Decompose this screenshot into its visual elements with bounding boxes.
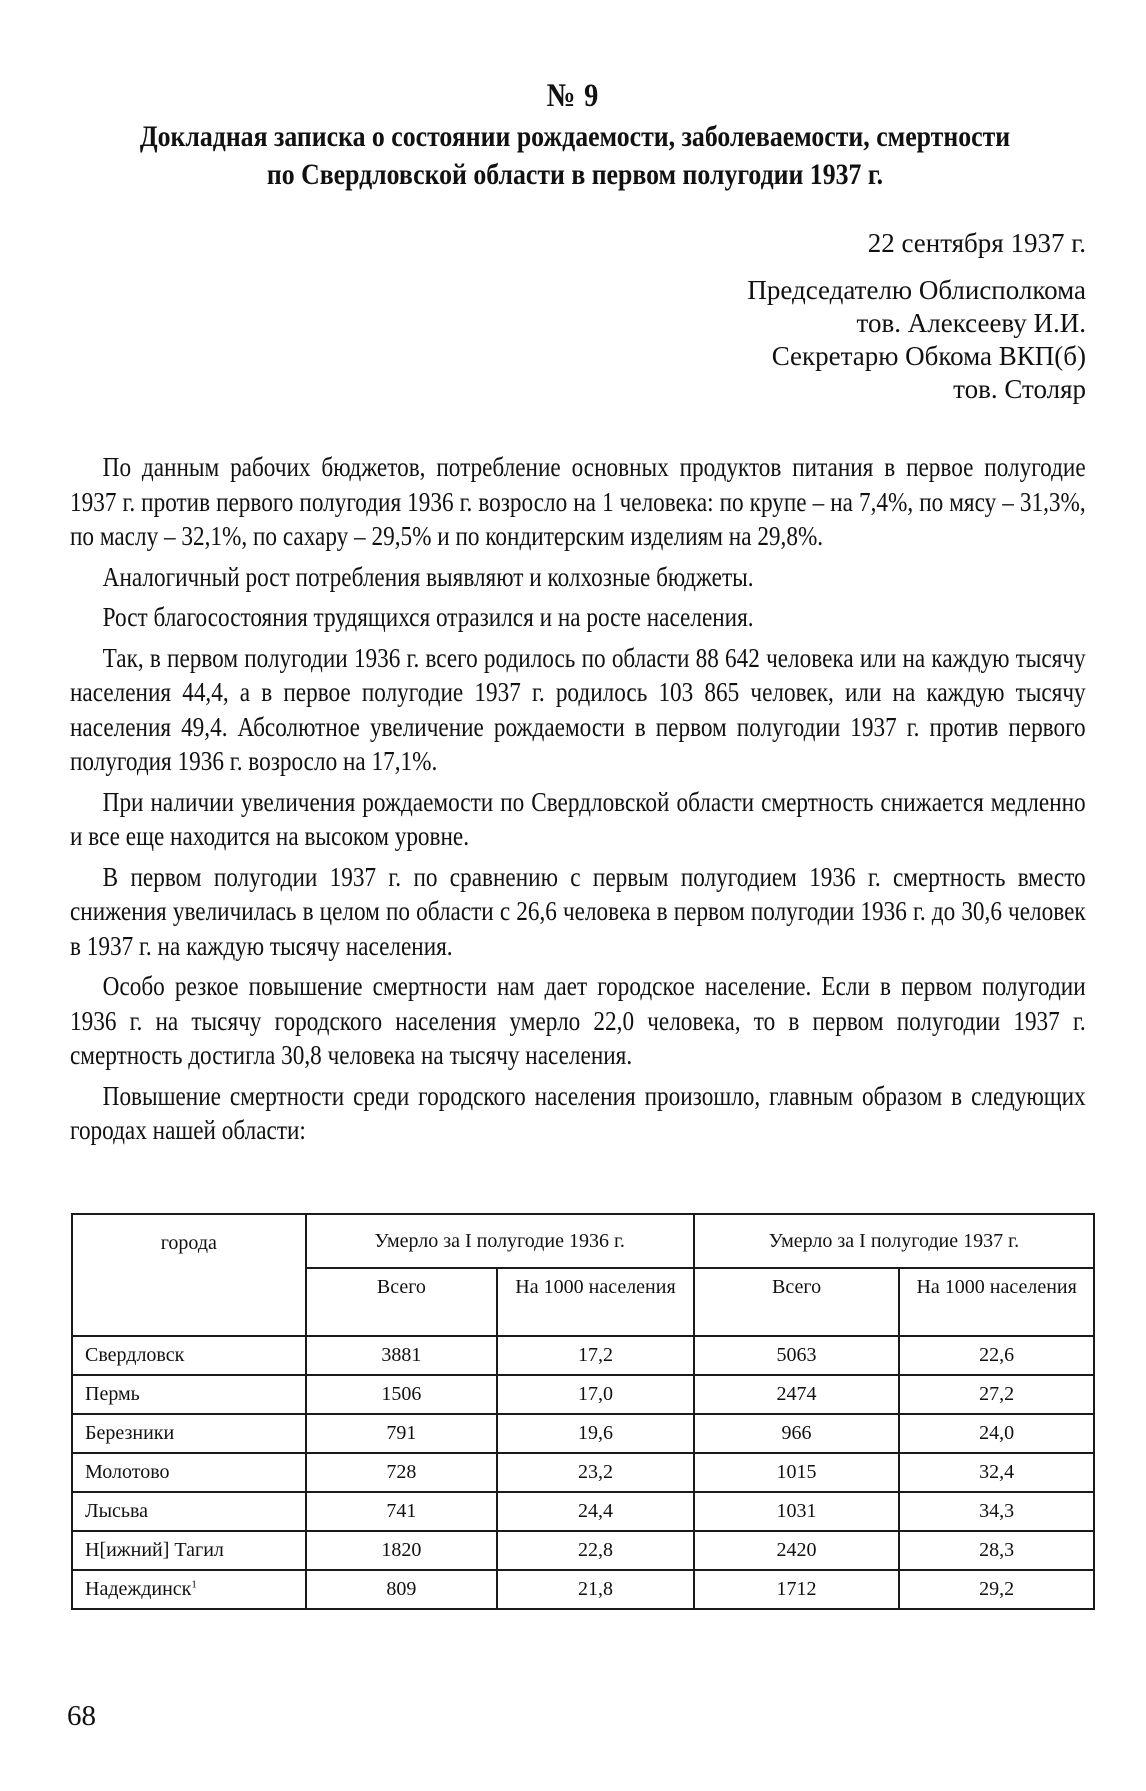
per1000-1937-cell: 28,3 bbox=[899, 1531, 1094, 1570]
addressee-line: тов. Столяр bbox=[953, 374, 1086, 404]
total-1936-cell: 1506 bbox=[306, 1375, 498, 1414]
column-header-total-1936: Всего bbox=[306, 1268, 498, 1336]
per1000-1937-cell: 27,2 bbox=[899, 1375, 1094, 1414]
per1000-1936-cell: 17,2 bbox=[497, 1336, 694, 1375]
column-header-per1000-1936: На 1000 населения bbox=[497, 1268, 694, 1336]
table-row bbox=[72, 1414, 1094, 1453]
city-cell bbox=[72, 1531, 306, 1570]
per1000-1936-cell: 22,8 bbox=[497, 1531, 694, 1570]
per1000-1936-cell: 21,8 bbox=[497, 1570, 694, 1609]
total-1937-cell: 2420 bbox=[694, 1531, 899, 1570]
city-name: Березники bbox=[85, 1422, 175, 1444]
table-row bbox=[72, 1336, 1094, 1375]
total-1937-cell: 1712 bbox=[694, 1570, 899, 1609]
document-title bbox=[132, 118, 1018, 194]
city-name: Пермь bbox=[85, 1383, 140, 1405]
total-1936-cell: 3881 bbox=[306, 1336, 498, 1375]
total-1937-cell: 1015 bbox=[694, 1453, 899, 1492]
total-1936-cell: 728 bbox=[306, 1453, 498, 1492]
footnote-marker[interactable]: 1 bbox=[191, 1578, 197, 1591]
city-cell bbox=[72, 1570, 306, 1609]
paragraph: Так, в первом полугодии 1936 г. всего родилось по области 88 642 человека или на каждую тысячу населения 44,4, а в первое полугодие 1937 г. родилось 103 865 человек, или на каждую тысячу населения 49,4. Абсолютное увеличение рождаемости в первом полугодии 1937 г. против первого полугодия 1936 г. возросло на 17,1%. bbox=[70, 642, 1086, 776]
per1000-1937-cell: 32,4 bbox=[899, 1453, 1094, 1492]
title-line-2: по Свердловской области в первом полугодии 1937 г. bbox=[266, 158, 884, 191]
total-1936-cell: 1820 bbox=[306, 1531, 498, 1570]
paragraph: Рост благосостояния трудящихся отразился и на росте населения. bbox=[102, 602, 754, 632]
per1000-1937-cell: 34,3 bbox=[899, 1492, 1094, 1531]
paragraph: Аналогичный рост потребления выявляют и колхозные бюджеты. bbox=[102, 561, 754, 592]
title-line-1: Докладная записка о состоянии рождаемости, заболеваемости, смертности bbox=[139, 120, 1011, 153]
per1000-1936-cell: 17,0 bbox=[497, 1375, 694, 1414]
addressee-block bbox=[747, 274, 1086, 406]
paragraph: Особо резкое повышение смертности нам дает городское население. Если в первом полугодии 1936 г. на тысячу городского населения умерло 22,0 человека, то в первом полугодии 1937 г. смертность достигла 30,8 человека на тысячу населения. bbox=[70, 971, 1086, 1070]
mortality-table-container bbox=[71, 1213, 1095, 1610]
page-number: 68 bbox=[67, 1700, 96, 1732]
paragraph: Повышение смертности среди городского населения произошло, главным образом в следующих городах нашей области: bbox=[70, 1080, 1086, 1145]
mortality-table bbox=[71, 1213, 1095, 1610]
paragraph: По данным рабочих бюджетов, потребление основных продуктов питания в первое полугодие 1937 г. против первого полугодия 1936 г. возросло на 1 человека: по крупе – на 7,4%, по мясу – 31,3%, по маслу – 32,1%, по сахару – 29,5% и по кондитерским изделиям на 29,8%. bbox=[70, 452, 1086, 551]
per1000-1937-cell: 29,2 bbox=[899, 1570, 1094, 1609]
city-name: Свердловск bbox=[85, 1344, 185, 1366]
total-1937-cell: 1031 bbox=[694, 1492, 899, 1531]
total-1937-cell: 966 bbox=[694, 1414, 899, 1453]
city-cell bbox=[72, 1375, 306, 1414]
total-1937-cell: 5063 bbox=[694, 1336, 899, 1375]
per1000-1937-cell: 24,0 bbox=[899, 1414, 1094, 1453]
addressee-line: Председателю Облисполкома bbox=[747, 275, 1086, 305]
per1000-1936-cell: 19,6 bbox=[497, 1414, 694, 1453]
column-group-header-1937: Умерло за I полугодие 1937 г. bbox=[694, 1214, 1094, 1268]
city-name: Надеждинск bbox=[85, 1578, 192, 1600]
table-row bbox=[72, 1453, 1094, 1492]
per1000-1936-cell: 24,4 bbox=[497, 1492, 694, 1531]
city-name: Н[ижний] Тагил bbox=[85, 1539, 224, 1561]
addressee-line: Секретарю Обкома ВКП(б) bbox=[771, 341, 1086, 371]
table-row bbox=[72, 1570, 1094, 1609]
column-header-city: города bbox=[72, 1214, 306, 1336]
total-1936-cell: 809 bbox=[306, 1570, 498, 1609]
paragraph: В первом полугодии 1937 г. по сравнению с первым полугодием 1936 г. смертность вместо снижения увеличилась в целом по области с 26,6 человека в первом полугодии 1936 г. до 30,6 человек в 1937 г. на каждую тысячу населения. bbox=[70, 861, 1086, 961]
table-row bbox=[72, 1531, 1094, 1570]
per1000-1936-cell: 23,2 bbox=[497, 1453, 694, 1492]
document-number: № 9 bbox=[546, 78, 600, 114]
city-cell bbox=[72, 1336, 306, 1375]
column-header-per1000-1937: На 1000 населения bbox=[899, 1268, 1094, 1336]
per1000-1937-cell: 22,6 bbox=[899, 1336, 1094, 1375]
document-date: 22 сентября 1937 г. bbox=[867, 228, 1086, 258]
city-name: Лысьва bbox=[85, 1500, 149, 1522]
table-row bbox=[72, 1492, 1094, 1531]
paragraph: При наличии увеличения рождаемости по Свердловской области смертность снижается медленно и все еще находится на высоком уровне. bbox=[70, 786, 1086, 851]
total-1936-cell: 791 bbox=[306, 1414, 498, 1453]
column-group-header-1936: Умерло за I полугодие 1936 г. bbox=[306, 1214, 694, 1268]
table-row bbox=[72, 1375, 1094, 1414]
body-text bbox=[70, 450, 1086, 1154]
total-1936-cell: 741 bbox=[306, 1492, 498, 1531]
total-1937-cell: 2474 bbox=[694, 1375, 899, 1414]
city-cell bbox=[72, 1414, 306, 1453]
column-header-total-1937: Всего bbox=[694, 1268, 899, 1336]
city-cell bbox=[72, 1453, 306, 1492]
addressee-line: тов. Алексееву И.И. bbox=[856, 308, 1086, 338]
city-cell bbox=[72, 1492, 306, 1531]
city-name: Молотово bbox=[85, 1461, 170, 1483]
